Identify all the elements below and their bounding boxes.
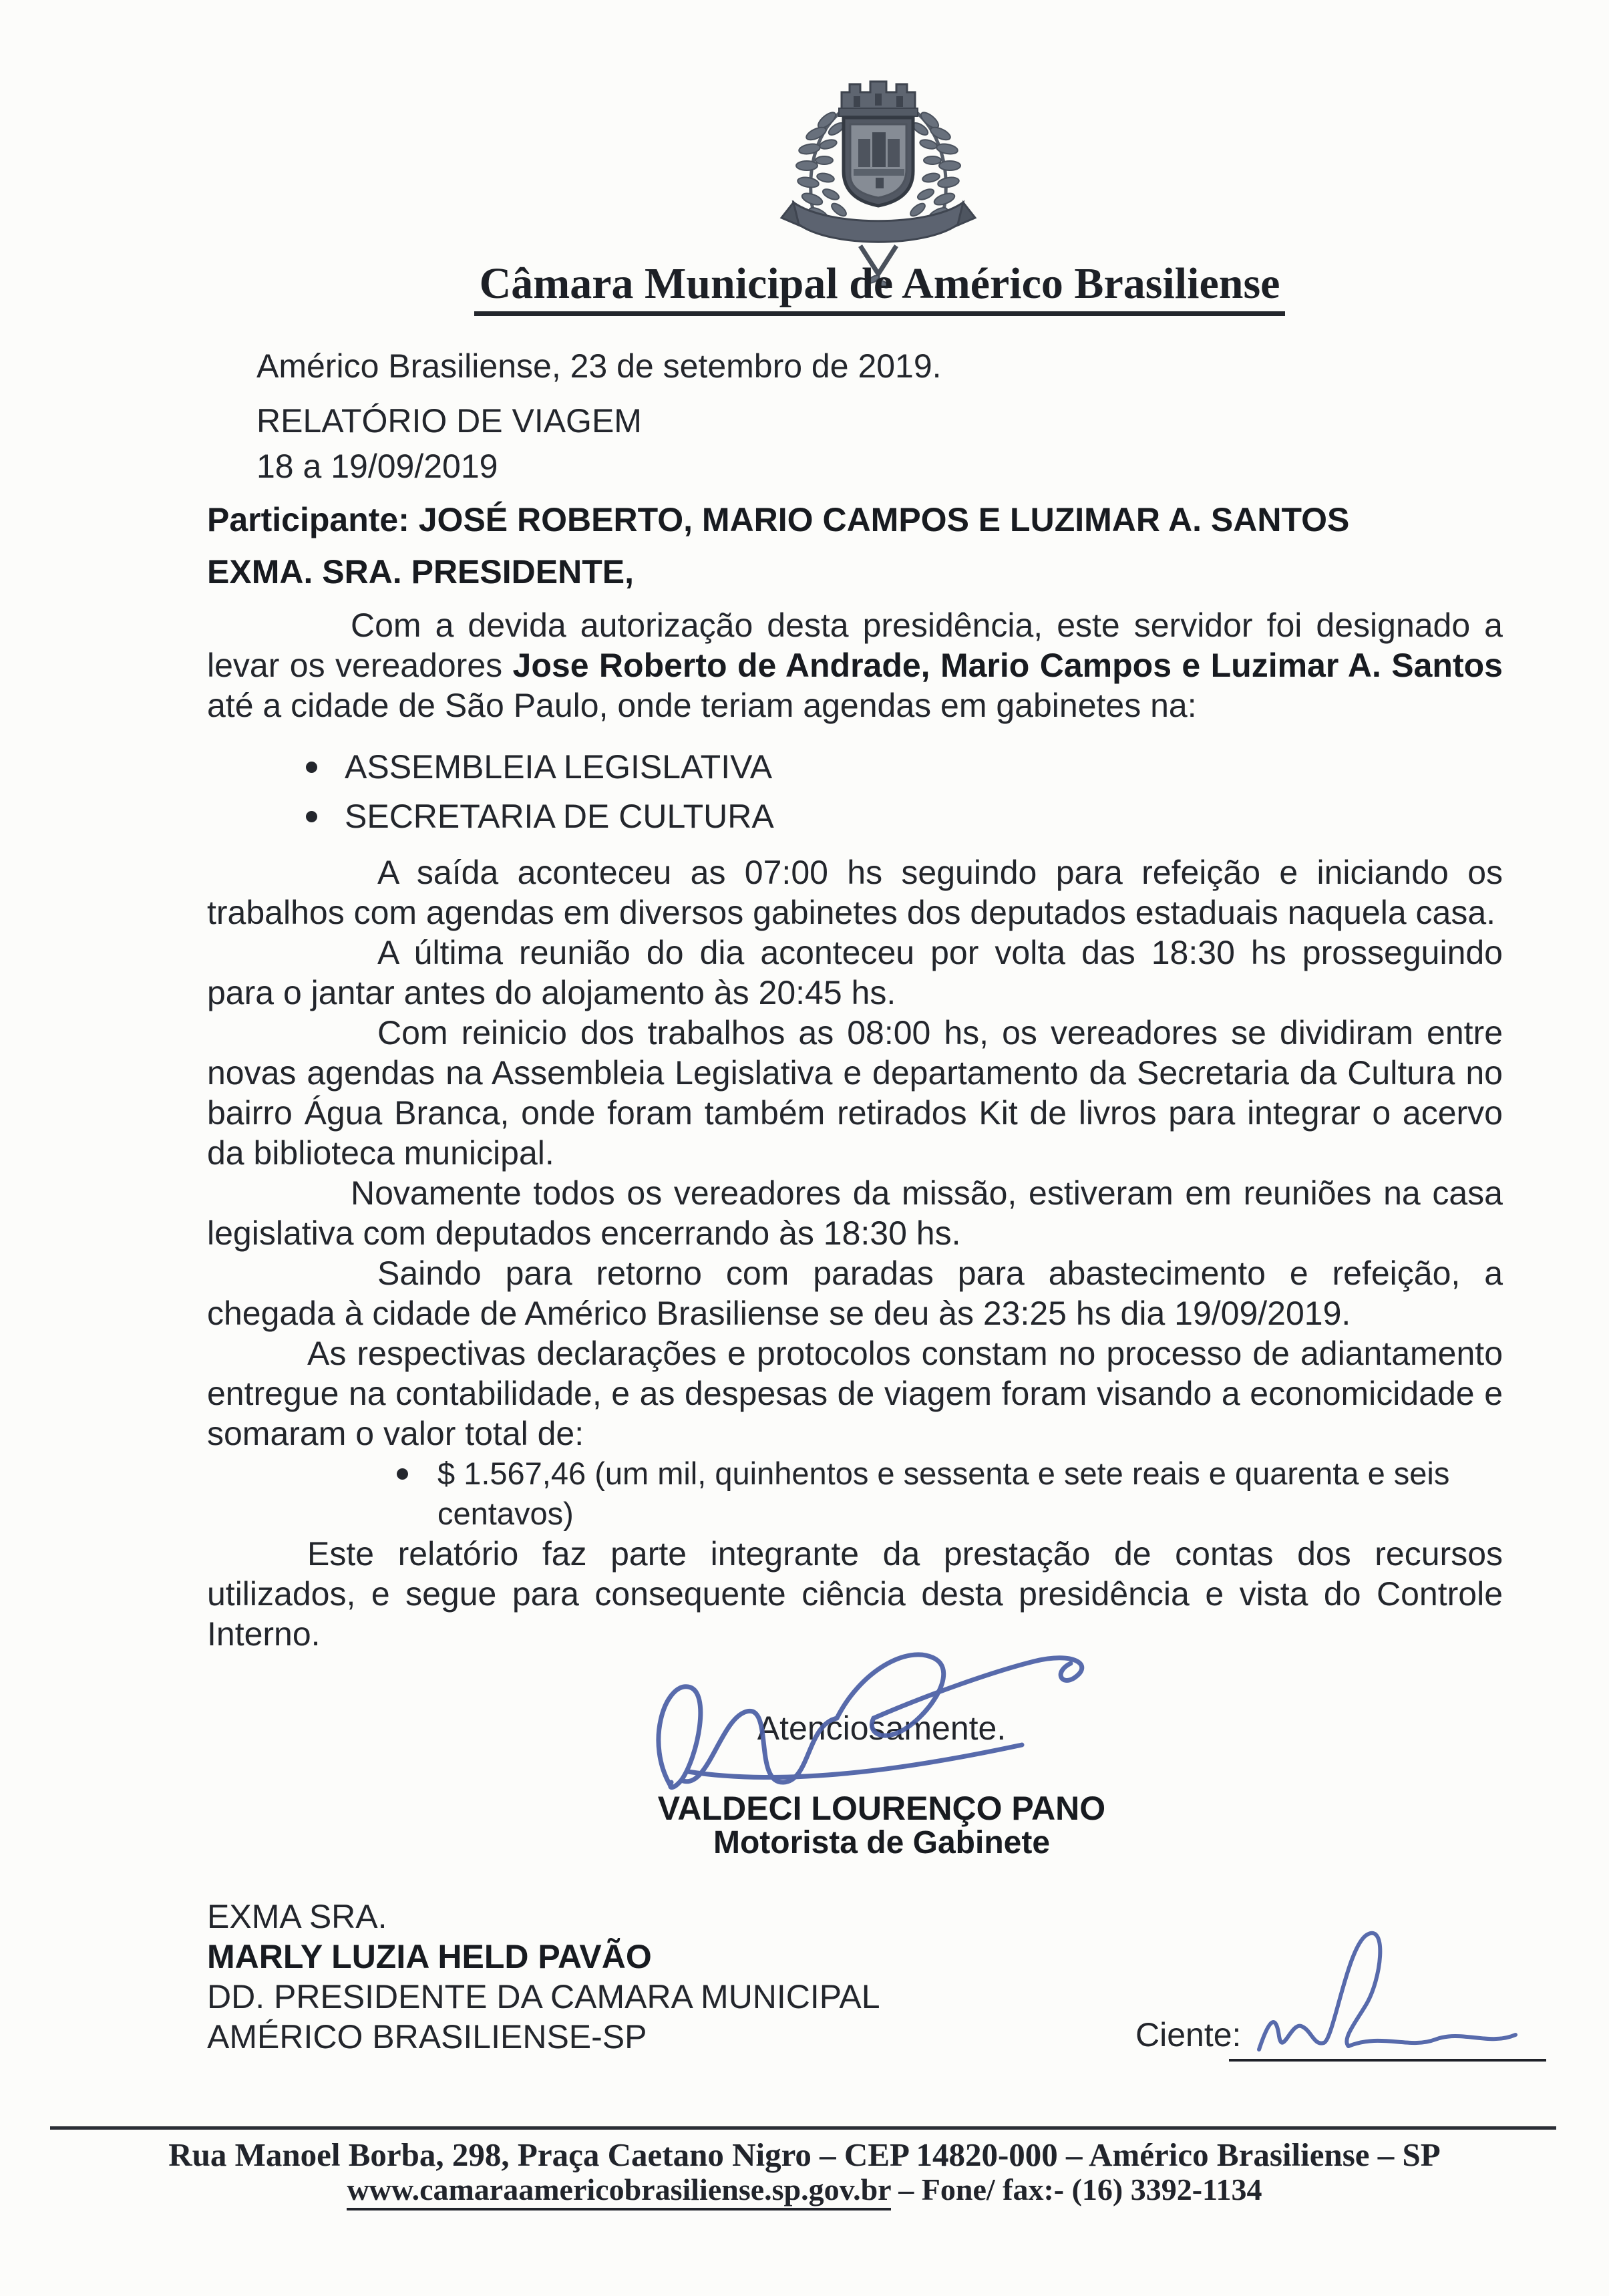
bullet-icon xyxy=(306,811,317,822)
crest-shield xyxy=(844,118,913,206)
date-range: 18 a 19/09/2019 xyxy=(256,448,498,485)
letterhead xyxy=(207,259,1552,316)
organization-name: Câmara Municipal de Américo Brasiliense xyxy=(474,262,1286,316)
footer-contact xyxy=(0,2171,1609,2208)
footer-phone: – Fone/ fax:- (16) 3392-1134 xyxy=(890,2172,1262,2206)
bullet-icon xyxy=(306,762,317,773)
dateline: Américo Brasiliense, 23 de setembro de 2019. xyxy=(256,347,942,385)
paragraph-1-tail: até a cidade de São Paulo, onde teriam agendas em gabinetes na: xyxy=(207,687,1197,724)
salutation: EXMA. SRA. PRESIDENTE, xyxy=(207,553,634,591)
footer-rule xyxy=(50,2126,1556,2130)
ciente-label: Ciente: xyxy=(1135,2016,1242,2054)
signer-name: VALDECI LOURENÇO PANO xyxy=(657,1790,1106,1827)
bullet-text: ASSEMBLEIA LEGISLATIVA xyxy=(345,748,773,786)
paragraph-5: Novamente todos os vereadores da missão, estiveram em reuniões na casa legislativa com deputados encerrando às 18:30 hs. xyxy=(207,1174,1503,1252)
bullet-text: SECRETARIA DE CULTURA xyxy=(345,798,774,835)
addressee-name: MARLY LUZIA HELD PAVÃO xyxy=(207,1938,652,1975)
list-item xyxy=(207,747,1503,787)
participants-line: Participante: JOSÉ ROBERTO, MARIO CAMPOS E LUZIMAR A. SANTOS xyxy=(207,501,1350,538)
agenda-list xyxy=(207,747,1503,836)
crest-crown xyxy=(839,81,918,116)
document-title: RELATÓRIO DE VIAGEM xyxy=(256,402,642,440)
paragraph-3: A última reunião do dia aconteceu por volta das 18:30 hs prosseguindo para o jantar antes do alojamento às 20:45 hs. xyxy=(207,934,1503,1011)
addressee-block xyxy=(207,1897,880,2057)
paragraph-8: Este relatório faz parte integrante da prestação de contas dos recursos utilizados, e segue para consequente ciência desta presidência e vista do Controle Interno. xyxy=(207,1535,1503,1653)
list-item xyxy=(207,796,1503,836)
amount-item xyxy=(207,1454,1503,1534)
ciente-signature-line xyxy=(1229,2059,1546,2062)
bullet-icon xyxy=(397,1468,408,1480)
letter-body xyxy=(207,346,1503,1654)
handwritten-signature xyxy=(641,1630,1122,1810)
paragraph-2: A saída aconteceu as 07:00 hs seguindo para refeição e iniciando os trabalhos com agendas em diversos gabinetes dos deputados estaduais naquela casa. xyxy=(207,854,1503,931)
ciente-signature xyxy=(1232,1923,1540,2064)
addressee-city: AMÉRICO BRASILIENSE-SP xyxy=(207,2018,647,2056)
amount-text: $ 1.567,46 (um mil, quinhentos e sessenta e sete reais e quarenta e seis centavos) xyxy=(437,1456,1450,1531)
municipal-coat-of-arms xyxy=(775,59,982,289)
footer-website-link: www.camaraamericobrasiliense.sp.gov.br xyxy=(347,2172,890,2210)
closing-word: Atenciosamente. xyxy=(757,1709,1007,1747)
paragraph-6: Saindo para retorno com paradas para abastecimento e refeição, a chegada à cidade de Américo Brasiliense se deu às 23:25 hs dia 19/09/2019. xyxy=(207,1255,1503,1332)
paragraph-7: As respectivas declarações e protocolos constam no processo de adiantamento entregue na contabilidade, e as despesas de viagem foram visando a economicidade e somaram o valor total de: xyxy=(207,1335,1503,1452)
paragraph-1 xyxy=(207,605,1503,725)
paragraph-1-text: Com a devida autorização desta presidência, este servidor foi designado a levar os vereadores xyxy=(207,607,1503,684)
footer-address: Rua Manoel Borba, 298, Praça Caetano Nigro – CEP 14820-000 – Américo Brasiliense – SP xyxy=(168,2136,1441,2173)
addressee-salutation: EXMA SRA. xyxy=(207,1898,387,1935)
paragraph-4: Com reinicio dos trabalhos as 08:00 hs, os vereadores se dividiram entre novas agendas na Assembleia Legislativa e departamento da Secretaria da Cultura no bairro Água Branca, onde foram também retirados Kit de livros para integrar o acervo da biblioteca municipal. xyxy=(207,1014,1503,1172)
addressee-title: DD. PRESIDENTE DA CAMARA MUNICIPAL xyxy=(207,1978,880,2015)
signer-role: Motorista de Gabinete xyxy=(713,1825,1051,1860)
paragraph-1-names: Jose Roberto de Andrade, Mario Campos e Luzimar A. Santos xyxy=(512,647,1503,684)
